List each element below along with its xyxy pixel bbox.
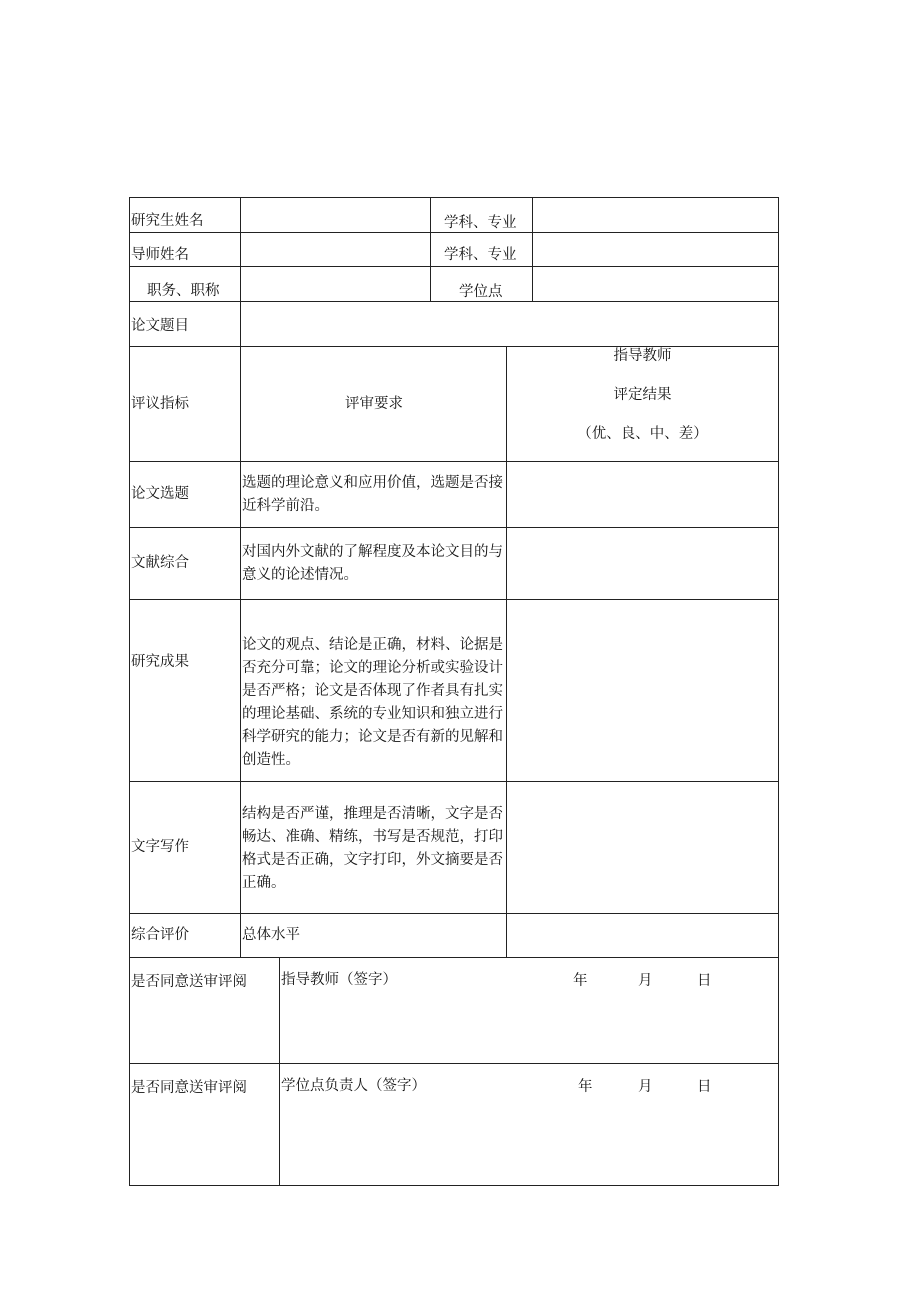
program-head-signature-label: 学位点负责人（签字） <box>281 1078 426 1094</box>
row-divider <box>129 527 779 528</box>
table-border-top <box>129 197 779 198</box>
criterion-topic-requirement: 选题的理论意义和应用价值，选题是否接近科学前沿。 <box>242 475 503 514</box>
criterion-literature-label: 文献综合 <box>131 555 189 571</box>
row-divider <box>129 461 779 462</box>
advisor-sign-day: 日 <box>697 973 712 989</box>
overall-text: 总体水平 <box>242 927 300 943</box>
criterion-results-result[interactable] <box>508 601 777 780</box>
col-divider <box>430 197 431 301</box>
advisor-discipline-label: 学科、专业 <box>444 247 517 263</box>
degree-point-label: 学位点 <box>459 284 503 300</box>
discipline-label: 学科、专业 <box>444 215 517 231</box>
requirement-column-header: 评审要求 <box>345 396 403 412</box>
advisor-name-field[interactable] <box>242 234 429 265</box>
advisor-approval-label: 是否同意送审评阅 <box>131 974 247 990</box>
criterion-writing-requirement: 结构是否严谨，推理是否清晰，文字是否畅达、准确、精练，书写是否规范，打印格式是否正确，文字打印，外文摘要是否正确。 <box>242 806 503 891</box>
criterion-literature-requirement: 对国内外文献的了解程度及本论文目的与意义的论述情况。 <box>242 544 503 583</box>
criterion-writing-result[interactable] <box>508 783 777 912</box>
row-divider <box>129 913 779 914</box>
program-head-sign-day: 日 <box>697 1079 712 1095</box>
criterion-topic-result[interactable] <box>508 463 777 526</box>
row-divider <box>129 599 779 600</box>
discipline-field[interactable] <box>534 199 777 231</box>
row-divider <box>129 1063 779 1064</box>
col-divider <box>532 197 533 301</box>
row-divider <box>129 266 779 267</box>
result-header-line3: （优、良、中、差） <box>577 426 708 442</box>
advisor-sign-year: 年 <box>573 973 588 989</box>
result-header-line1: 指导教师 <box>613 348 672 364</box>
advisor-signature-label: 指导教师（签字） <box>281 972 397 988</box>
indicator-column-header: 评议指标 <box>131 396 189 412</box>
row-divider <box>129 781 779 782</box>
student-name-label: 研究生姓名 <box>131 213 204 229</box>
criterion-literature-result[interactable] <box>508 529 777 598</box>
advisor-sign-month: 月 <box>638 973 653 989</box>
row-divider <box>129 957 779 958</box>
student-name-field[interactable] <box>242 199 429 231</box>
program-head-sign-year: 年 <box>578 1079 593 1095</box>
degree-point-field[interactable] <box>534 268 777 300</box>
overall-result[interactable] <box>508 915 777 956</box>
program-head-sign-month: 月 <box>638 1079 653 1095</box>
result-header-line2: 评定结果 <box>613 387 672 403</box>
row-divider <box>129 301 779 302</box>
criterion-writing-label: 文字写作 <box>131 839 189 855</box>
col-divider <box>279 957 280 1185</box>
criterion-topic-label: 论文选题 <box>131 486 189 502</box>
col-divider <box>240 197 241 957</box>
program-head-approval-label: 是否同意送审评阅 <box>131 1080 247 1096</box>
advisor-name-label: 导师姓名 <box>131 247 189 263</box>
thesis-title-field[interactable] <box>242 303 777 345</box>
table-border-bottom <box>129 1185 779 1186</box>
criterion-results-label: 研究成果 <box>131 654 189 670</box>
criterion-results-requirement: 论文的观点、结论是正确，材料、论据是否充分可靠；论文的理论分析或实验设计是否严格；论文是否体现了作者具有扎实的理论基础、系统的专业知识和独立进行科学研究的能力；论文是否有新的见解和创造性。 <box>242 637 503 768</box>
advisor-discipline-field[interactable] <box>534 234 777 265</box>
position-title-field[interactable] <box>242 268 429 300</box>
overall-label: 综合评价 <box>131 927 189 943</box>
position-title-label: 职务、职称 <box>147 283 220 299</box>
thesis-title-label: 论文题目 <box>131 318 189 334</box>
